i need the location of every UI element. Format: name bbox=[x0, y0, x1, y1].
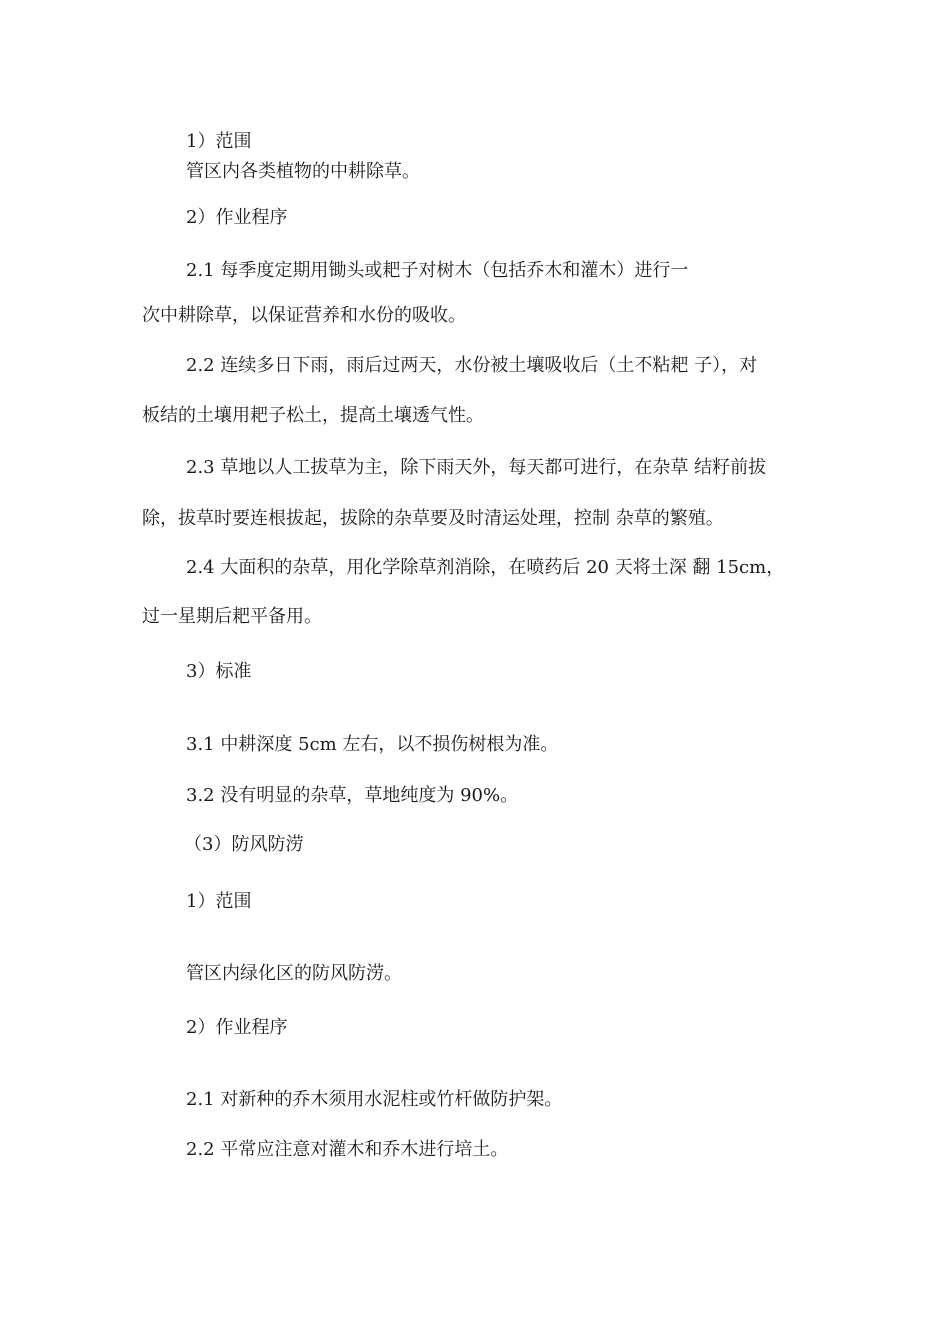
heading-scope-1: 1）范围 bbox=[186, 131, 252, 152]
item-2-1-b: 2.1 对新种的乔木须用水泥柱或竹杆做防护架。 bbox=[186, 1089, 563, 1110]
heading-procedure-1: 2）作业程序 bbox=[186, 207, 288, 228]
item-2-2-b: 2.2 平常应注意对灌木和乔木进行培土。 bbox=[186, 1139, 509, 1160]
item-2-4-continued: 过一星期后耙平备用。 bbox=[142, 606, 322, 627]
heading-procedure-2: 2）作业程序 bbox=[186, 1017, 288, 1038]
item-2-2-continued: 板结的土壤用耙子松土，提高土壤透气性。 bbox=[142, 405, 484, 426]
item-2-3-continued: 除，拔草时要连根拔起，拔除的杂草要及时清运处理，控制 杂草的繁殖。 bbox=[142, 508, 724, 529]
heading-scope-2: 1）范围 bbox=[186, 891, 252, 912]
paragraph-scope-1: 管区内各类植物的中耕除草。 bbox=[186, 161, 420, 182]
item-3-1: 3.1 中耕深度 5cm 左右，以不损伤树根为准。 bbox=[186, 734, 559, 755]
paragraph-scope-2: 管区内绿化区的防风防涝。 bbox=[186, 963, 402, 984]
item-2-2: 2.2 连续多日下雨，雨后过两天，水份被土壤吸收后（土不粘耙 子），对 bbox=[186, 355, 758, 376]
item-2-3: 2.3 草地以人工拔草为主，除下雨天外，每天都可进行，在杂草 结籽前拔 bbox=[186, 457, 767, 478]
heading-standard: 3）标准 bbox=[186, 661, 252, 682]
item-2-1-continued: 次中耕除草，以保证营养和水份的吸收。 bbox=[142, 305, 466, 326]
item-3-2: 3.2 没有明显的杂草，草地纯度为 90%。 bbox=[186, 785, 519, 806]
item-2-4: 2.4 大面积的杂草，用化学除草剂消除，在喷药后 20 天将土深 翻 15cm， bbox=[186, 557, 785, 578]
section-heading-wind-flood: （3）防风防涝 bbox=[184, 834, 304, 855]
item-2-1: 2.1 每季度定期用锄头或耙子对树木（包括乔木和灌木）进行一 bbox=[186, 260, 689, 281]
